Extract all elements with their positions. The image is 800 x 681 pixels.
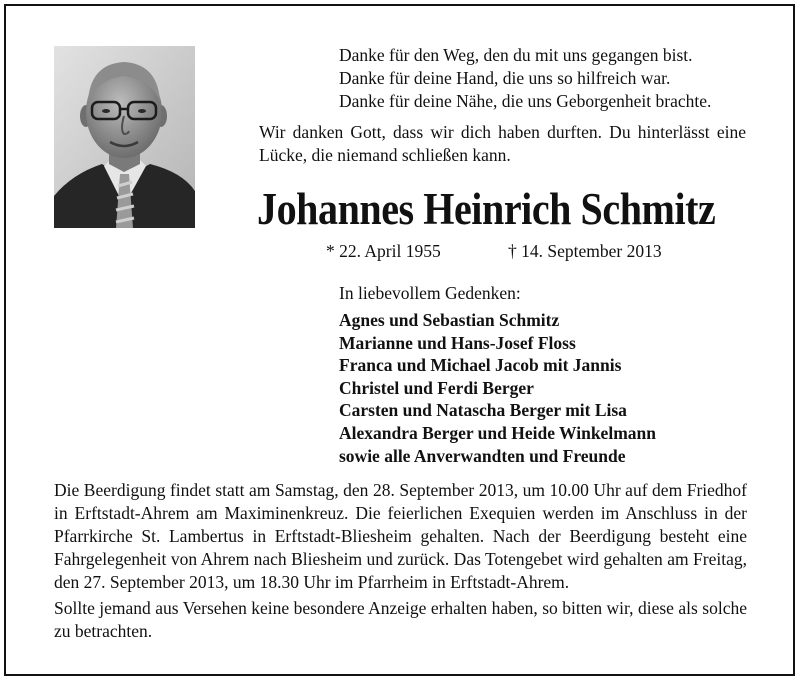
mourner: Christel und Ferdi Berger [339,377,534,398]
poem-line: Danke für den Weg, den du mit uns gegangen bist. [339,45,693,65]
mourner: Marianne und Hans-Josef Floss [339,332,576,353]
mourner: sowie alle Anverwandten und Freunde [339,445,626,466]
poem [339,44,711,113]
poem-line: Danke für deine Hand, die uns so hilfreich war. [339,68,671,88]
funeral-details: Die Beerdigung findet statt am Samstag, den 28. September 2013, um 10.00 Uhr auf dem Friedhof in Erftstadt-Ahrem am Maximinenkreuz. Die feierlichen Exequien werden im Anschluss in der Pfarrkirche St. Lambertus in Erftstadt-Bliesheim gehalten. Nach der Beerdigung besteht eine Fahrgelegenheit von Ahrem nach Bliesheim und zurück. Das Totengebet wird gehalten am Freitag, den 27. September 2013, um 18.30 Uhr im Pfarrheim in Erftstadt-Ahrem. [54,480,747,592]
mourner: Carsten und Natascha Berger mit Lisa [339,400,627,421]
mourner: Agnes und Sebastian Schmitz [339,310,560,330]
birth-date: * 22. April 1955 [326,241,441,261]
deceased-name: Johannes Heinrich Schmitz [257,184,716,234]
mourner: Franca und Michael Jacob mit Jannis [339,355,622,376]
gratitude-text: Wir danken Gott, dass wir dich haben durften. Du hinterlässt eine Lücke, die niemand schließen kann. [259,122,746,165]
portrait-photo-graphic [54,46,195,228]
poem-line: Danke für deine Nähe, die uns Geborgenheit brachte. [339,91,712,111]
closing-notice: Sollte jemand aus Versehen keine besondere Anzeige erhalten haben, so bitten wir, diese als solche zu betrachten. [54,598,747,641]
death-date: † 14. September 2013 [508,241,662,261]
portrait-photo [54,46,195,228]
mourner: Alexandra Berger und Heide Winkelmann [339,422,656,443]
mourners-list [339,309,656,467]
memory-intro: In liebevollem Gedenken: [339,283,521,303]
